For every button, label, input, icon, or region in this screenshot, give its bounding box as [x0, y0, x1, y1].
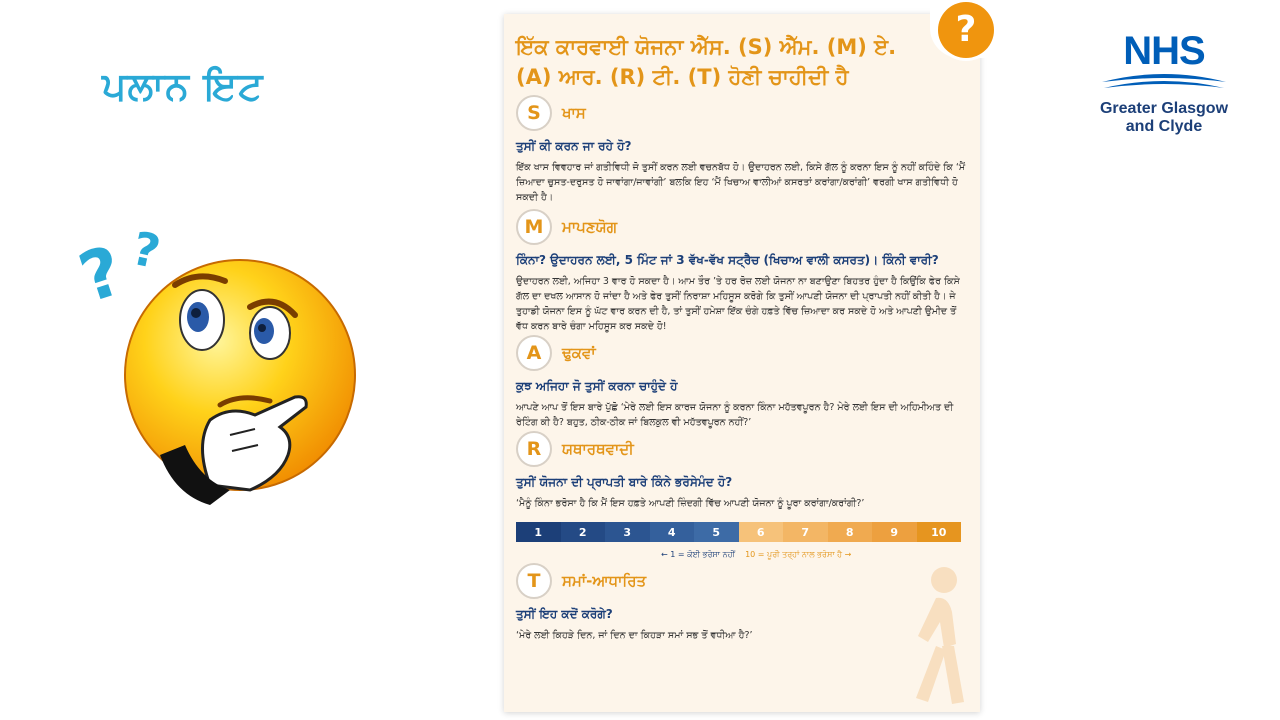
section-title: ਢੁਕਵਾਂ [562, 344, 596, 362]
nhs-org-line1: Greater Glasgow [1099, 100, 1229, 117]
section-title: ਸਮਾਂ-ਆਧਾਰਿਤ [562, 572, 647, 590]
section-question: ਕਿੰਨਾ? ਉਦਾਹਰਨ ਲਈ, 5 ਮਿੰਟ ਜਾਂ 3 ਵੱਖ-ਵੱਖ ਸਟ੍ਰੈਚ (ਖਿਚਾਅ ਵਾਲੀ ਕਸਰਤ)। ਕਿੰਨੀ ਵਾਰੀ? [516, 253, 939, 267]
nhs-org-name [1086, 100, 1242, 136]
scale-cell-2: 2 [561, 522, 606, 542]
scale-cell-4: 4 [650, 522, 695, 542]
section-question: ਤੁਸੀਂ ਇਹ ਕਦੋਂ ਕਰੋਗੇ? [516, 607, 613, 621]
smart-plan-leaflet [504, 14, 980, 712]
letter-badge: T [516, 563, 552, 599]
section-title: ਖਾਸ [562, 104, 586, 122]
section-question: ਕੁਝ ਅਜਿਹਾ ਜੋ ਤੁਸੀਂ ਕਰਨਾ ਚਾਹੁੰਦੇ ਹੋ [516, 379, 678, 393]
section-specific [516, 96, 966, 205]
thinking-emoji-icon [70, 215, 380, 515]
letter-badge: R [516, 431, 552, 467]
svg-text:?: ? [127, 220, 165, 280]
scale-cell-10: 10 [917, 522, 962, 542]
scale-cell-6: 6 [739, 522, 784, 542]
scale-legend-high: 10 = ਪੂਰੀ ਤਰ੍ਹਾਂ ਨਾਲ ਭਰੋਸਾ ਹੈ → [745, 550, 852, 559]
scale-cell-1: 1 [516, 522, 561, 542]
section-text: ‘ਮੇਰੇ ਲਈ ਕਿਹੜੇ ਦਿਨ, ਜਾਂ ਦਿਨ ਦਾ ਕਿਹੜਾ ਸਮਾਂ ਸਭ ਤੋਂ ਵਧੀਆ ਹੈ?’ [516, 630, 753, 641]
letter-badge: A [516, 335, 552, 371]
thinking-emoji-illustration [70, 215, 380, 515]
section-question: ਤੁਸੀਂ ਕੀ ਕਰਨ ਜਾ ਰਹੇ ਹੋ? [516, 139, 632, 153]
question-mark-icon: ? [938, 2, 994, 58]
section-title: ਯਥਾਰਥਵਾਦੀ [562, 440, 634, 458]
nhs-org-line2: and Clyde [1125, 118, 1203, 135]
section-realistic [516, 432, 966, 511]
confidence-scale [516, 522, 961, 542]
scale-cell-7: 7 [783, 522, 828, 542]
letter-badge: S [516, 95, 552, 131]
section-measurable [516, 210, 966, 334]
letter-badge: M [516, 209, 552, 245]
scale-cell-9: 9 [872, 522, 917, 542]
section-text: ਉਦਾਹਰਨ ਲਈ, ਅਜਿਹਾ 3 ਵਾਰ ਹੋ ਸਕਦਾ ਹੈ। ਆਮ ਤੌਰ ’ਤੇ ਹਰ ਰੋਜ਼ ਲਈ ਯੋਜਨਾ ਨਾ ਬਣਾਉਣਾ ਬਿਹਤਰ ਹੁੰਦਾ ਹੈ ਕਿਉਂਕਿ ਫੇਰ ਕਿਸੇ ਗੱਲ ਦਾ ਦਖਲ ਆਸਾਨ ਹੋ ਜਾਂਦਾ ਹੈ ਅਤੇ ਫੇਰ ਤੁਸੀਂ ਨਿਰਾਸ਼ਾ ਮਹਿਸੂਸ ਕਰੋਗੇ ਕਿ ਤੁਸੀਂ ਆਪਣੀ ਯੋਜਨਾ ਦੀ ਪ੍ਰਾਪਤੀ ਨਹੀਂ ਕੀਤੀ ਹੈ। ਜੇ ਤੁਹਾਡੀ ਯੋਜਨਾ ਇਸ ਨੂੰ ਘੱਟ ਵਾਰ ਕਰਨ ਦੀ ਹੈ, ਤਾਂ ਤੁਸੀਂ ਹਮੇਸ਼ਾ ਇੱਕ ਚੰਗੇ ਹਫ਼ਤੇ ਵਿੱਚ ਜ਼ਿਆਦਾ ਕਰ ਸਕਦੇ ਹੋ ਅਤੇ ਆਪਣੀ ਉਮੀਦ ਤੋਂ ਵੱਧ ਕਰਨ ਬਾਰੇ ਚੰਗਾ ਮਹਿਸੂਸ ਕਰ ਸਕਦੇ ਹੋ! [516, 276, 960, 332]
section-question: ਤੁਸੀਂ ਯੋਜਨਾ ਦੀ ਪ੍ਰਾਪਤੀ ਬਾਰੇ ਕਿੰਨੇ ਭਰੋਸੇਮੰਦ ਹੋ? [516, 475, 733, 489]
section-appropriate [516, 336, 966, 430]
svg-text:?: ? [70, 231, 133, 319]
section-title: ਮਾਪਣਯੋਗ [562, 218, 618, 236]
section-time-based [516, 564, 966, 643]
leaflet-heading: ਇੱਕ ਕਾਰਵਾਈ ਯੋਜਨਾ ਐੱਸ. (S) ਐੱਮ. (M) ਏ. (A) ਆਰ. (R) ਟੀ. (T) ਹੋਣੀ ਚਾਹੀਦੀ ਹੈ [516, 35, 897, 89]
section-text: ਇੱਕ ਖਾਸ ਵਿਵਹਾਰ ਜਾਂ ਗਤੀਵਿਧੀ ਜੋ ਤੁਸੀਂ ਕਰਨ ਲਈ ਵਚਨਬੱਧ ਹੋ। ਉਦਾਹਰਨ ਲਈ, ਕਿਸੇ ਗੱਲ ਨੂੰ ਕਰਨਾ ਇਸ ਨੂੰ ਨਹੀਂ ਕਹਿੰਦੇ ਕਿ ‘ਮੈਂ ਜ਼ਿਆਦਾ ਚੁਸਤ-ਦਰੁਸਤ ਹੋ ਜਾਵਾਂਗਾ/ਜਾਵਾਂਗੀ’ ਬਲਕਿ ਇਹ ‘ਮੈਂ ਖਿਚਾਅ ਵਾਲੀਆਂ ਕਸਰਤਾਂ ਕਰਾਂਗਾ/ਕਰਾਂਗੀ’ ਵਰਗੀ ਖਾਸ ਗਤੀਵਿਧੀ ਹੋ ਸਕਦੀ ਹੈ। [516, 162, 966, 203]
scale-legend-low: ← 1 = ਕੋਈ ਭਰੋਸਾ ਨਹੀਂ [661, 550, 735, 559]
scale-cell-5: 5 [694, 522, 739, 542]
scale-cell-8: 8 [828, 522, 873, 542]
scale-cell-3: 3 [605, 522, 650, 542]
nhs-logo: NHS [1123, 28, 1205, 73]
section-text: ਆਪਣੇ ਆਪ ਤੋਂ ਇਸ ਬਾਰੇ ਪੁੱਛੋ ‘ਮੇਰੇ ਲਈ ਇਸ ਕਾਰਜ ਯੋਜਨਾ ਨੂੰ ਕਰਨਾ ਕਿੰਨਾ ਮਹੱਤਵਪੂਰਨ ਹੈ? ਮੇਰੇ ਲਈ ਇਸ ਦੀ ਅਹਿਮੀਅਤ ਦੀ ਰੇਟਿੰਗ ਕੀ ਹੈ? ਬਹੁਤ, ਠੀਕ-ਠੀਕ ਜਾਂ ਬਿਲਕੁਲ ਵੀ ਮਹੱਤਵਪੂਰਨ ਨਹੀਂ?’ [516, 402, 954, 428]
nhs-swoosh-icon [1098, 68, 1230, 98]
section-text: ‘ਮੈਨੂੰ ਕਿੰਨਾ ਭਰੋਸਾ ਹੈ ਕਿ ਮੈਂ ਇਸ ਹਫ਼ਤੇ ਆਪਣੀ ਜ਼ਿੰਦਗੀ ਵਿੱਚ ਆਪਣੀ ਯੋਜਨਾ ਨੂੰ ਪੂਰਾ ਕਰਾਂਗਾ/ਕਰਾਂਗੀ?’ [516, 498, 865, 509]
scale-legend [661, 550, 851, 560]
slide-title: ਪਲਾਨ ਇਟ [102, 64, 264, 108]
